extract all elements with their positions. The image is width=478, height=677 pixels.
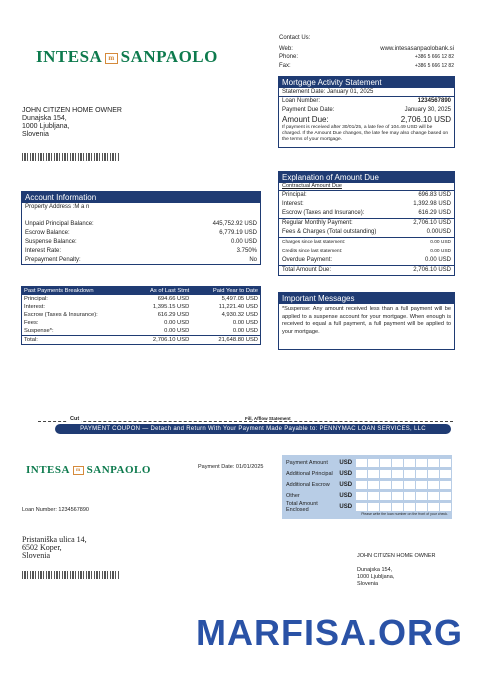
payment-field-row — [282, 468, 452, 479]
digit-cell[interactable] — [440, 470, 452, 478]
table-cell: 5,497.05 USD — [221, 296, 258, 302]
amount-due-label: Amount Due: — [282, 115, 329, 124]
payment-field-label: Additional Escrow — [286, 481, 330, 488]
explanation-title: Explanation of Amount Due — [279, 172, 454, 183]
retain-label: Fill, Afflow Statement — [245, 416, 291, 421]
table-cell: 616.29 USD — [157, 312, 190, 318]
payment-field-row — [282, 457, 452, 468]
digit-cell[interactable] — [380, 459, 392, 467]
payment-field-row — [282, 479, 452, 490]
explanation-row-value: 0.00 USD — [424, 257, 451, 263]
digit-cell[interactable] — [416, 503, 428, 511]
coupon-payment-date: Payment Date: 01/01/2025 — [198, 464, 264, 470]
table-row — [22, 319, 260, 327]
digit-cell[interactable] — [392, 459, 404, 467]
account-information-title: Account Information — [22, 192, 260, 203]
payment-amount-input[interactable] — [356, 492, 452, 500]
marfisa-watermark — [196, 612, 463, 654]
remit-address — [22, 536, 87, 560]
digit-cell[interactable] — [404, 470, 416, 478]
fax-label: Fax: — [279, 63, 291, 69]
explanation-row-value: 2,706.10 USD — [413, 220, 451, 226]
fax-value: +386 5 666 12 82 — [414, 63, 454, 69]
digit-cell[interactable] — [428, 492, 440, 500]
past-payments-header: Past Payments Breakdown — [22, 287, 131, 295]
digit-cell[interactable] — [380, 492, 392, 500]
payment-field-label: Payment Amount — [286, 459, 328, 466]
past-payments-panel — [21, 286, 261, 345]
table-cell: Escrow (Taxes & Insurance): — [24, 312, 98, 318]
recipient-street: Dunajska 154, — [22, 115, 67, 122]
account-information-panel — [21, 191, 261, 265]
coupon-bank-name-right: SANPAOLO — [86, 464, 151, 476]
payment-amount-input[interactable] — [356, 481, 452, 489]
account-row — [22, 247, 260, 256]
table-row — [22, 336, 260, 345]
digit-cell[interactable] — [416, 470, 428, 478]
explanation-row-value: 696.83 USD — [418, 192, 451, 198]
explanation-row-label: Credits since last statement: — [282, 249, 343, 254]
mortgage-statement-title: Mortgage Activity Statement — [279, 77, 454, 88]
watermark-left: MARFISA — [196, 612, 367, 653]
account-row-value: 445,752.92 USD — [212, 221, 257, 227]
digit-cell[interactable] — [356, 459, 368, 467]
table-cell: Fees: — [24, 320, 39, 326]
digit-cell[interactable] — [356, 503, 368, 511]
bank-logo — [36, 47, 218, 67]
payment-field-row — [282, 501, 452, 512]
explanation-row — [279, 266, 454, 275]
remit-street: Pristaniška ulica 14, — [22, 535, 87, 544]
table-row — [22, 303, 260, 311]
account-row-label: Unpaid Principal Balance: — [25, 221, 94, 227]
digit-cell[interactable] — [440, 481, 452, 489]
table-cell: 1,395.15 USD — [152, 304, 190, 310]
recipient-address — [22, 107, 122, 139]
coupon-bank-name-left: INTESA — [26, 464, 70, 476]
explanation-row-label: Interest: — [282, 201, 304, 207]
account-row-value: No — [249, 257, 257, 263]
late-fee-note: If payment is received after 30/01/25, a late fee of 104.49 USD will be charged. If the Amount Due changes, the late fee may also change based on the terms of your mortgage. — [282, 125, 449, 142]
coupon-bank-logo — [26, 464, 151, 476]
payment-amount-box — [282, 455, 452, 519]
digit-cell[interactable] — [368, 481, 380, 489]
payment-field-label: Other — [286, 492, 300, 499]
digit-cell[interactable] — [428, 503, 440, 511]
table-cell: 0.00 USD — [164, 328, 190, 334]
digit-cell[interactable] — [368, 492, 380, 500]
bank-name-left: INTESA — [36, 47, 103, 66]
account-row-value: 0.00 USD — [230, 239, 257, 245]
digit-cell[interactable] — [428, 470, 440, 478]
digit-cell[interactable] — [392, 481, 404, 489]
property-address: Property Address :M a n — [25, 204, 90, 210]
payment-amount-input[interactable] — [356, 470, 452, 478]
phone-value: +386 5 666 12 82 — [414, 54, 454, 60]
explanation-row-value: 0.00 USD — [430, 249, 451, 254]
digit-cell[interactable] — [428, 459, 440, 467]
important-messages-text: *Suspense: Any amount received less than a full payment will be applied to a suspense account for your mortgage. When enough is received to equal a full payment, a full payment will be applied to your mortgage. — [282, 306, 451, 335]
explanation-row — [279, 191, 454, 200]
tear-line — [38, 421, 453, 422]
explanation-row — [279, 219, 454, 228]
web-link[interactable]: www.intesasanpaolobank.si — [380, 46, 454, 52]
account-row — [22, 220, 260, 229]
payment-field-row — [282, 490, 452, 501]
explanation-panel — [278, 171, 455, 276]
digit-cell[interactable] — [416, 459, 428, 467]
digit-cell[interactable] — [416, 481, 428, 489]
amount-due-value: 2,706.10 USD — [400, 115, 451, 124]
payment-field-label: Additional Principal — [286, 470, 333, 477]
table-cell: 694.66 USD — [157, 296, 190, 302]
payment-field-currency: USD — [339, 481, 353, 488]
important-messages-panel — [278, 292, 455, 350]
digit-cell[interactable] — [404, 459, 416, 467]
table-row — [22, 295, 260, 303]
account-row-value: 6,779.19 USD — [219, 230, 257, 236]
explanation-row — [279, 228, 454, 238]
coupon-loan-number: Loan Number: 1234567890 — [22, 507, 89, 513]
payment-field-currency: USD — [339, 470, 353, 477]
digit-cell[interactable] — [356, 481, 368, 489]
table-cell: 0.00 USD — [232, 328, 258, 334]
postal-barcode — [22, 153, 120, 161]
payee-city: 1000 Ljubljana, — [357, 574, 395, 580]
explanation-row-label: Fees & Charges (Total outstanding) — [282, 229, 377, 235]
remit-city: 6502 Koper, — [22, 543, 62, 552]
digit-cell[interactable] — [368, 470, 380, 478]
digit-cell[interactable] — [416, 492, 428, 500]
explanation-row — [279, 200, 454, 209]
explanation-row-value: 1,392.98 USD — [413, 201, 451, 207]
loan-number-label: Loan Number: — [282, 98, 321, 104]
check-note: Please write the loan number on the front of your check. — [361, 512, 448, 516]
payment-rows — [282, 457, 452, 512]
coupon-barcode — [22, 571, 120, 579]
coupon-logo-mark-icon: m — [73, 466, 84, 475]
explanation-row-label: Overdue Payment: — [282, 257, 333, 263]
digit-cell[interactable] — [356, 470, 368, 478]
recipient-city: 1000 Ljubljana, — [22, 123, 70, 130]
digit-cell[interactable] — [440, 492, 452, 500]
loan-number-value: 1234567890 — [417, 98, 451, 104]
account-row — [22, 238, 260, 247]
payment-field-currency: USD — [339, 503, 353, 510]
digit-cell[interactable] — [392, 503, 404, 511]
account-row-label: Prepayment Penalty: — [25, 257, 81, 263]
digit-cell[interactable] — [380, 503, 392, 511]
logo-mark-icon: m — [105, 53, 117, 64]
payee-address — [357, 553, 436, 588]
watermark-right: .ORG — [367, 612, 464, 653]
explanation-row-value: 2,706.10 USD — [413, 267, 451, 273]
table-cell: 21,648.80 USD — [218, 337, 258, 343]
digit-cell[interactable] — [404, 492, 416, 500]
explanation-row-label: Escrow (Taxes and Insurance): — [282, 210, 365, 216]
table-cell: 11,221.40 USD — [218, 304, 258, 310]
recipient-name: JOHN CITIZEN HOME OWNER — [22, 107, 122, 114]
explanation-row — [279, 238, 454, 247]
digit-cell[interactable] — [404, 481, 416, 489]
table-cell: Principal: — [24, 296, 48, 302]
explanation-rows — [279, 191, 454, 275]
contact-title: Contact Us: — [279, 35, 311, 41]
digit-cell[interactable] — [440, 459, 452, 467]
remit-country: Slovenia — [22, 551, 50, 560]
table-row — [22, 327, 260, 336]
explanation-row-label: Total Amount Due: — [282, 267, 332, 273]
past-payments-header: Paid Year to Date — [191, 287, 260, 295]
payee-country: Slovenia — [357, 581, 379, 587]
table-cell: 0.00 USD — [232, 320, 258, 326]
digit-cell[interactable] — [404, 503, 416, 511]
explanation-row-label: Principal: — [282, 192, 307, 198]
contractual-subtitle: Contractual Amount Due — [279, 183, 454, 191]
explanation-row-value: 616.29 USD — [418, 210, 451, 216]
recipient-country: Slovenia — [22, 131, 49, 138]
payment-amount-input[interactable] — [356, 459, 452, 467]
digit-cell[interactable] — [392, 470, 404, 478]
payment-field-label: Total Amount Enclosed — [286, 500, 318, 513]
payment-amount-input[interactable] — [356, 503, 452, 511]
payment-field-currency: USD — [339, 492, 353, 499]
table-cell: 4,930.32 USD — [221, 312, 258, 318]
table-cell: Total: — [24, 337, 38, 343]
payee-name: JOHN CITIZEN HOME OWNER — [357, 553, 436, 559]
digit-cell[interactable] — [380, 481, 392, 489]
scissors-label: Cut — [70, 416, 80, 422]
account-row — [22, 256, 260, 265]
table-cell: Suspense*: — [24, 328, 54, 334]
table-cell: 2,706.10 USD — [152, 337, 190, 343]
explanation-row-label: Charges since last statement: — [282, 240, 346, 245]
contact-block — [279, 45, 454, 71]
table-cell: Interest: — [24, 304, 45, 310]
table-row — [22, 311, 260, 319]
explanation-row — [279, 209, 454, 219]
digit-cell[interactable] — [428, 481, 440, 489]
explanation-row-value: 0.00 USD — [430, 240, 451, 245]
account-row-label: Interest Rate: — [25, 248, 62, 254]
phone-label: Phone: — [279, 54, 299, 60]
bank-name-right: SANPAOLO — [120, 47, 218, 66]
account-row — [22, 229, 260, 238]
explanation-row-label: Regular Monthly Payment: — [282, 220, 353, 226]
digit-cell[interactable] — [380, 470, 392, 478]
payment-coupon-banner: PAYMENT COUPON — Detach and Return With Your Payment Made Payable to: PENNYMAC LOAN SERVICES, LLC — [55, 424, 451, 434]
statement-date: Statement Date: January 01, 2025 — [279, 88, 454, 97]
digit-cell[interactable] — [368, 503, 380, 511]
important-messages-title: Important Messages — [279, 293, 454, 304]
web-label: Web: — [279, 46, 293, 52]
account-rows — [22, 220, 260, 265]
explanation-row — [279, 256, 454, 266]
digit-cell[interactable] — [440, 503, 452, 511]
mortgage-statement-panel — [278, 76, 455, 148]
account-row-value: 3.750% — [236, 248, 257, 254]
past-payments-header: As of Last Stmt — [131, 287, 192, 295]
account-row-label: Escrow Balance: — [25, 230, 70, 236]
table-cell: 0.00 USD — [164, 320, 190, 326]
due-date-value: January 30, 2025 — [404, 107, 451, 113]
digit-cell[interactable] — [392, 492, 404, 500]
due-date-label: Payment Due Date: — [282, 107, 335, 113]
payee-street: Dunajska 154, — [357, 567, 393, 573]
digit-cell[interactable] — [368, 459, 380, 467]
explanation-row — [279, 247, 454, 256]
payment-field-currency: USD — [339, 459, 353, 466]
account-row-label: Suspense Balance: — [25, 239, 77, 245]
digit-cell[interactable] — [356, 492, 368, 500]
explanation-row-value: 0.00USD — [426, 229, 451, 235]
